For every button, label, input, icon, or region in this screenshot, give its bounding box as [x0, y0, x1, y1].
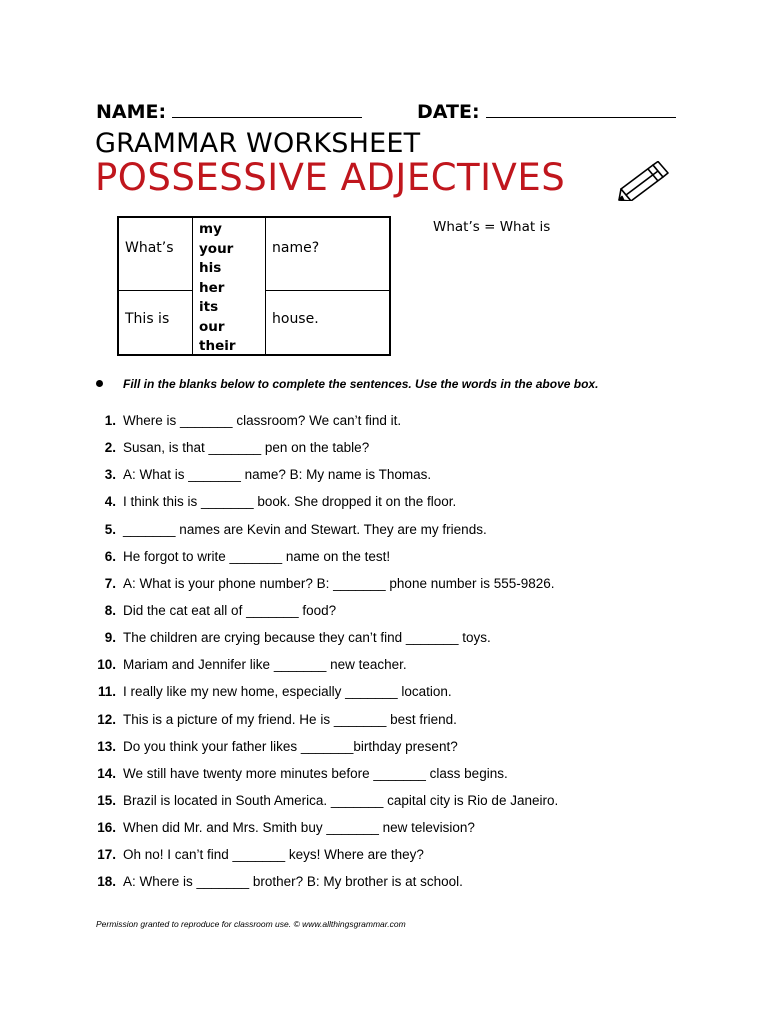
adjective-item: your	[199, 240, 234, 257]
date-blank-line	[486, 101, 676, 118]
question-number: 2.	[104, 440, 116, 456]
adjective-item: our	[199, 318, 225, 335]
question-text: Brazil is located in South America. _______ capital city is Rio de Janeiro.	[123, 792, 559, 808]
question-text: This is a picture of my friend. He is _______ best friend.	[123, 711, 457, 727]
question-number: 16.	[97, 820, 116, 836]
question-text: Mariam and Jennifer like _______ new teacher.	[123, 657, 407, 673]
table-divider	[265, 290, 389, 291]
question-number: 3.	[104, 467, 116, 483]
question-number: 9.	[104, 630, 116, 646]
question-number: 6.	[104, 548, 116, 564]
worksheet-subtitle: POSSESSIVE ADJECTIVES	[95, 156, 566, 199]
question-number: 17.	[97, 847, 116, 863]
question-text: _______ names are Kevin and Stewart. They are my friends.	[123, 521, 487, 537]
instructions	[96, 377, 598, 391]
question-text: Oh no! I can’t find _______ keys! Where are they?	[123, 847, 424, 863]
question-text: Do you think your father likes _______birthday present?	[123, 738, 458, 754]
question-text: The children are crying because they can’t find _______ toys.	[123, 630, 491, 646]
question-item	[90, 874, 558, 901]
question-item	[90, 820, 558, 847]
question-text: Susan, is that _______ pen on the table?	[123, 440, 370, 456]
worksheet-title: GRAMMAR WORKSHEET	[95, 128, 421, 159]
question-item	[90, 712, 558, 739]
adjective-item: his	[199, 260, 222, 276]
table-divider	[265, 218, 266, 354]
question-text: I think this is _______ book. She dropped it on the floor.	[123, 494, 457, 510]
footer-permission: Permission granted to reproduce for classroom use. © www.allthingsgrammar.com	[96, 919, 406, 929]
question-list	[90, 413, 558, 902]
table-cell-this-is: This is	[125, 311, 170, 327]
adjective-item: her	[199, 279, 225, 296]
question-item	[90, 440, 558, 467]
question-item	[90, 413, 558, 440]
bullet-icon	[96, 380, 103, 387]
question-item	[90, 630, 558, 657]
contraction-note: What’s = What is	[433, 219, 551, 235]
question-text: He forgot to write _______ name on the test!	[123, 548, 391, 564]
pencil-icon	[617, 161, 669, 201]
date-field[interactable]	[417, 101, 676, 123]
date-label: DATE:	[417, 101, 480, 123]
question-item	[90, 739, 558, 766]
header-row	[96, 101, 676, 127]
question-text: Did the cat eat all of _______ food?	[123, 602, 337, 618]
name-blank-line	[172, 101, 362, 118]
question-number: 18.	[97, 874, 116, 890]
question-item	[90, 549, 558, 576]
table-divider	[119, 290, 192, 291]
question-number: 13.	[97, 738, 116, 754]
question-text: A: What is your phone number? B: _______ phone number is 555-9826.	[123, 575, 555, 591]
question-item	[90, 494, 558, 521]
question-text: We still have twenty more minutes before _______ class begins.	[123, 765, 508, 781]
name-label: NAME:	[96, 101, 167, 123]
question-item	[90, 847, 558, 874]
question-number: 5.	[104, 521, 116, 537]
possessive-table	[117, 216, 391, 356]
question-number: 10.	[97, 657, 116, 673]
question-number: 7.	[104, 575, 116, 591]
adjective-item: my	[199, 221, 222, 237]
table-cell-name: name?	[272, 240, 320, 256]
question-item	[90, 576, 558, 603]
table-cell-whats: What’s	[125, 240, 174, 256]
question-number: 8.	[104, 602, 116, 618]
question-text: A: Where is _______ brother? B: My brother is at school.	[123, 874, 463, 890]
adjective-item: its	[199, 299, 219, 315]
question-number: 15.	[97, 792, 116, 808]
question-item	[90, 684, 558, 711]
question-item	[90, 793, 558, 820]
table-divider	[192, 218, 193, 354]
question-number: 1.	[104, 413, 116, 428]
name-field[interactable]	[96, 101, 362, 123]
question-number: 12.	[97, 711, 116, 727]
question-item	[90, 603, 558, 630]
question-item	[90, 467, 558, 494]
adjective-list	[199, 220, 236, 357]
question-item	[90, 766, 558, 793]
table-cell-house: house.	[272, 311, 319, 327]
adjective-item: their	[199, 338, 236, 354]
question-number: 14.	[97, 765, 116, 781]
question-text: A: What is _______ name? B: My name is Thomas.	[123, 467, 432, 483]
question-text: When did Mr. and Mrs. Smith buy _______ new television?	[123, 820, 475, 836]
instructions-text: Fill in the blanks below to complete the sentences. Use the words in the above box.	[123, 377, 599, 391]
question-text: I really like my new home, especially _______ location.	[123, 684, 452, 700]
question-number: 11.	[97, 684, 116, 700]
question-item	[90, 657, 558, 684]
question-item	[90, 522, 558, 549]
question-number: 4.	[104, 494, 116, 510]
question-text: Where is _______ classroom? We can’t find it.	[123, 413, 402, 428]
